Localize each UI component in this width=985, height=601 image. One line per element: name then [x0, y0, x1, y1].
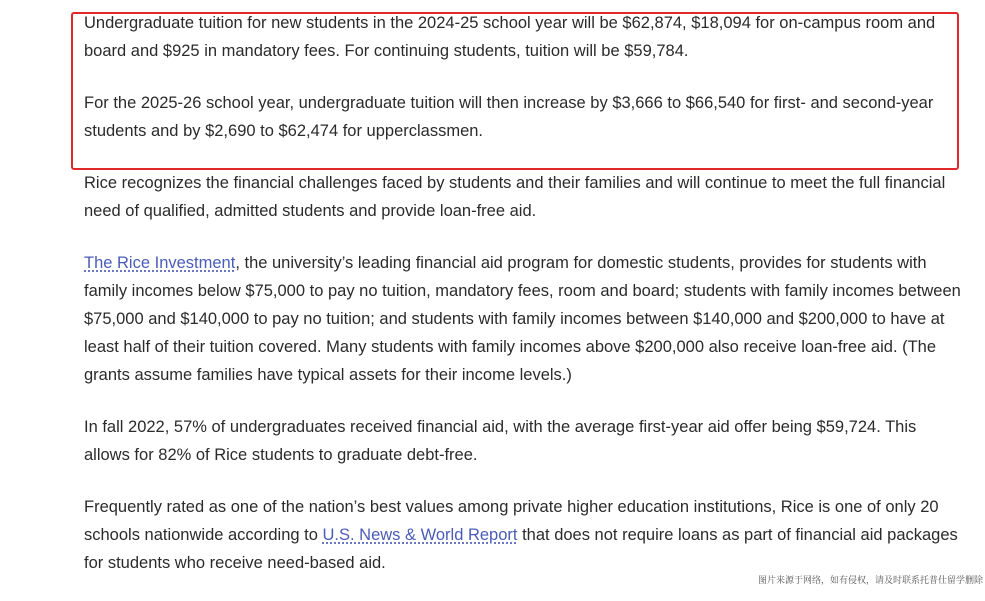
rice-investment-link[interactable]: The Rice Investment	[84, 254, 236, 272]
best-values-text-after: that does not require loans as part of financial aid packages for students who receive need-based aid.	[84, 526, 958, 572]
image-source-watermark: 图片来源于网络，如有侵权，请及时联系托普仕留学删除	[757, 576, 983, 586]
paragraph-financial-need: Rice recognizes the financial challenges faced by students and their families and will continue to meet the full financial need of qualified, admitted students and provide loan-free aid.	[84, 174, 946, 220]
paragraph-tuition-2024: Undergraduate tuition for new students in the 2024-25 school year will be $62,874, $18,094 for on-campus room and board and $925 in mandatory fees. For continuing students, tuition will be $59,784.	[84, 14, 936, 60]
paragraph-aid-stats: In fall 2022, 57% of undergraduates received financial aid, with the average first-year aid offer being $59,724. This allows for 82% of Rice students to graduate debt-free.	[84, 418, 917, 464]
paragraph-rice-investment	[84, 249, 964, 389]
best-values-text-before: Frequently rated as one of the nation’s best values among private higher education institutions, Rice is one of only 20 schools nationwide according to	[84, 498, 939, 544]
rice-investment-text: , the university’s leading financial aid program for domestic students, provides for students with family incomes below $75,000 to pay no tuition, mandatory fees, room and board; students with family incomes between $75,000 and $140,000 to pay no tuition; and students with family incomes between $140,000 and $200,000 to have at least half of their tuition covered. Many students with family incomes above $200,000 also receive loan-free aid. (The grants assume families have typical assets for their income levels.)	[84, 254, 961, 384]
us-news-link[interactable]: U.S. News & World Report	[322, 526, 518, 544]
article-body	[84, 9, 964, 601]
paragraph-tuition-2025: For the 2025-26 school year, undergraduate tuition will then increase by $3,666 to $66,540 for first- and second-year students and by $2,690 to $62,474 for upperclassmen.	[84, 94, 934, 140]
paragraph-best-values	[84, 493, 964, 577]
